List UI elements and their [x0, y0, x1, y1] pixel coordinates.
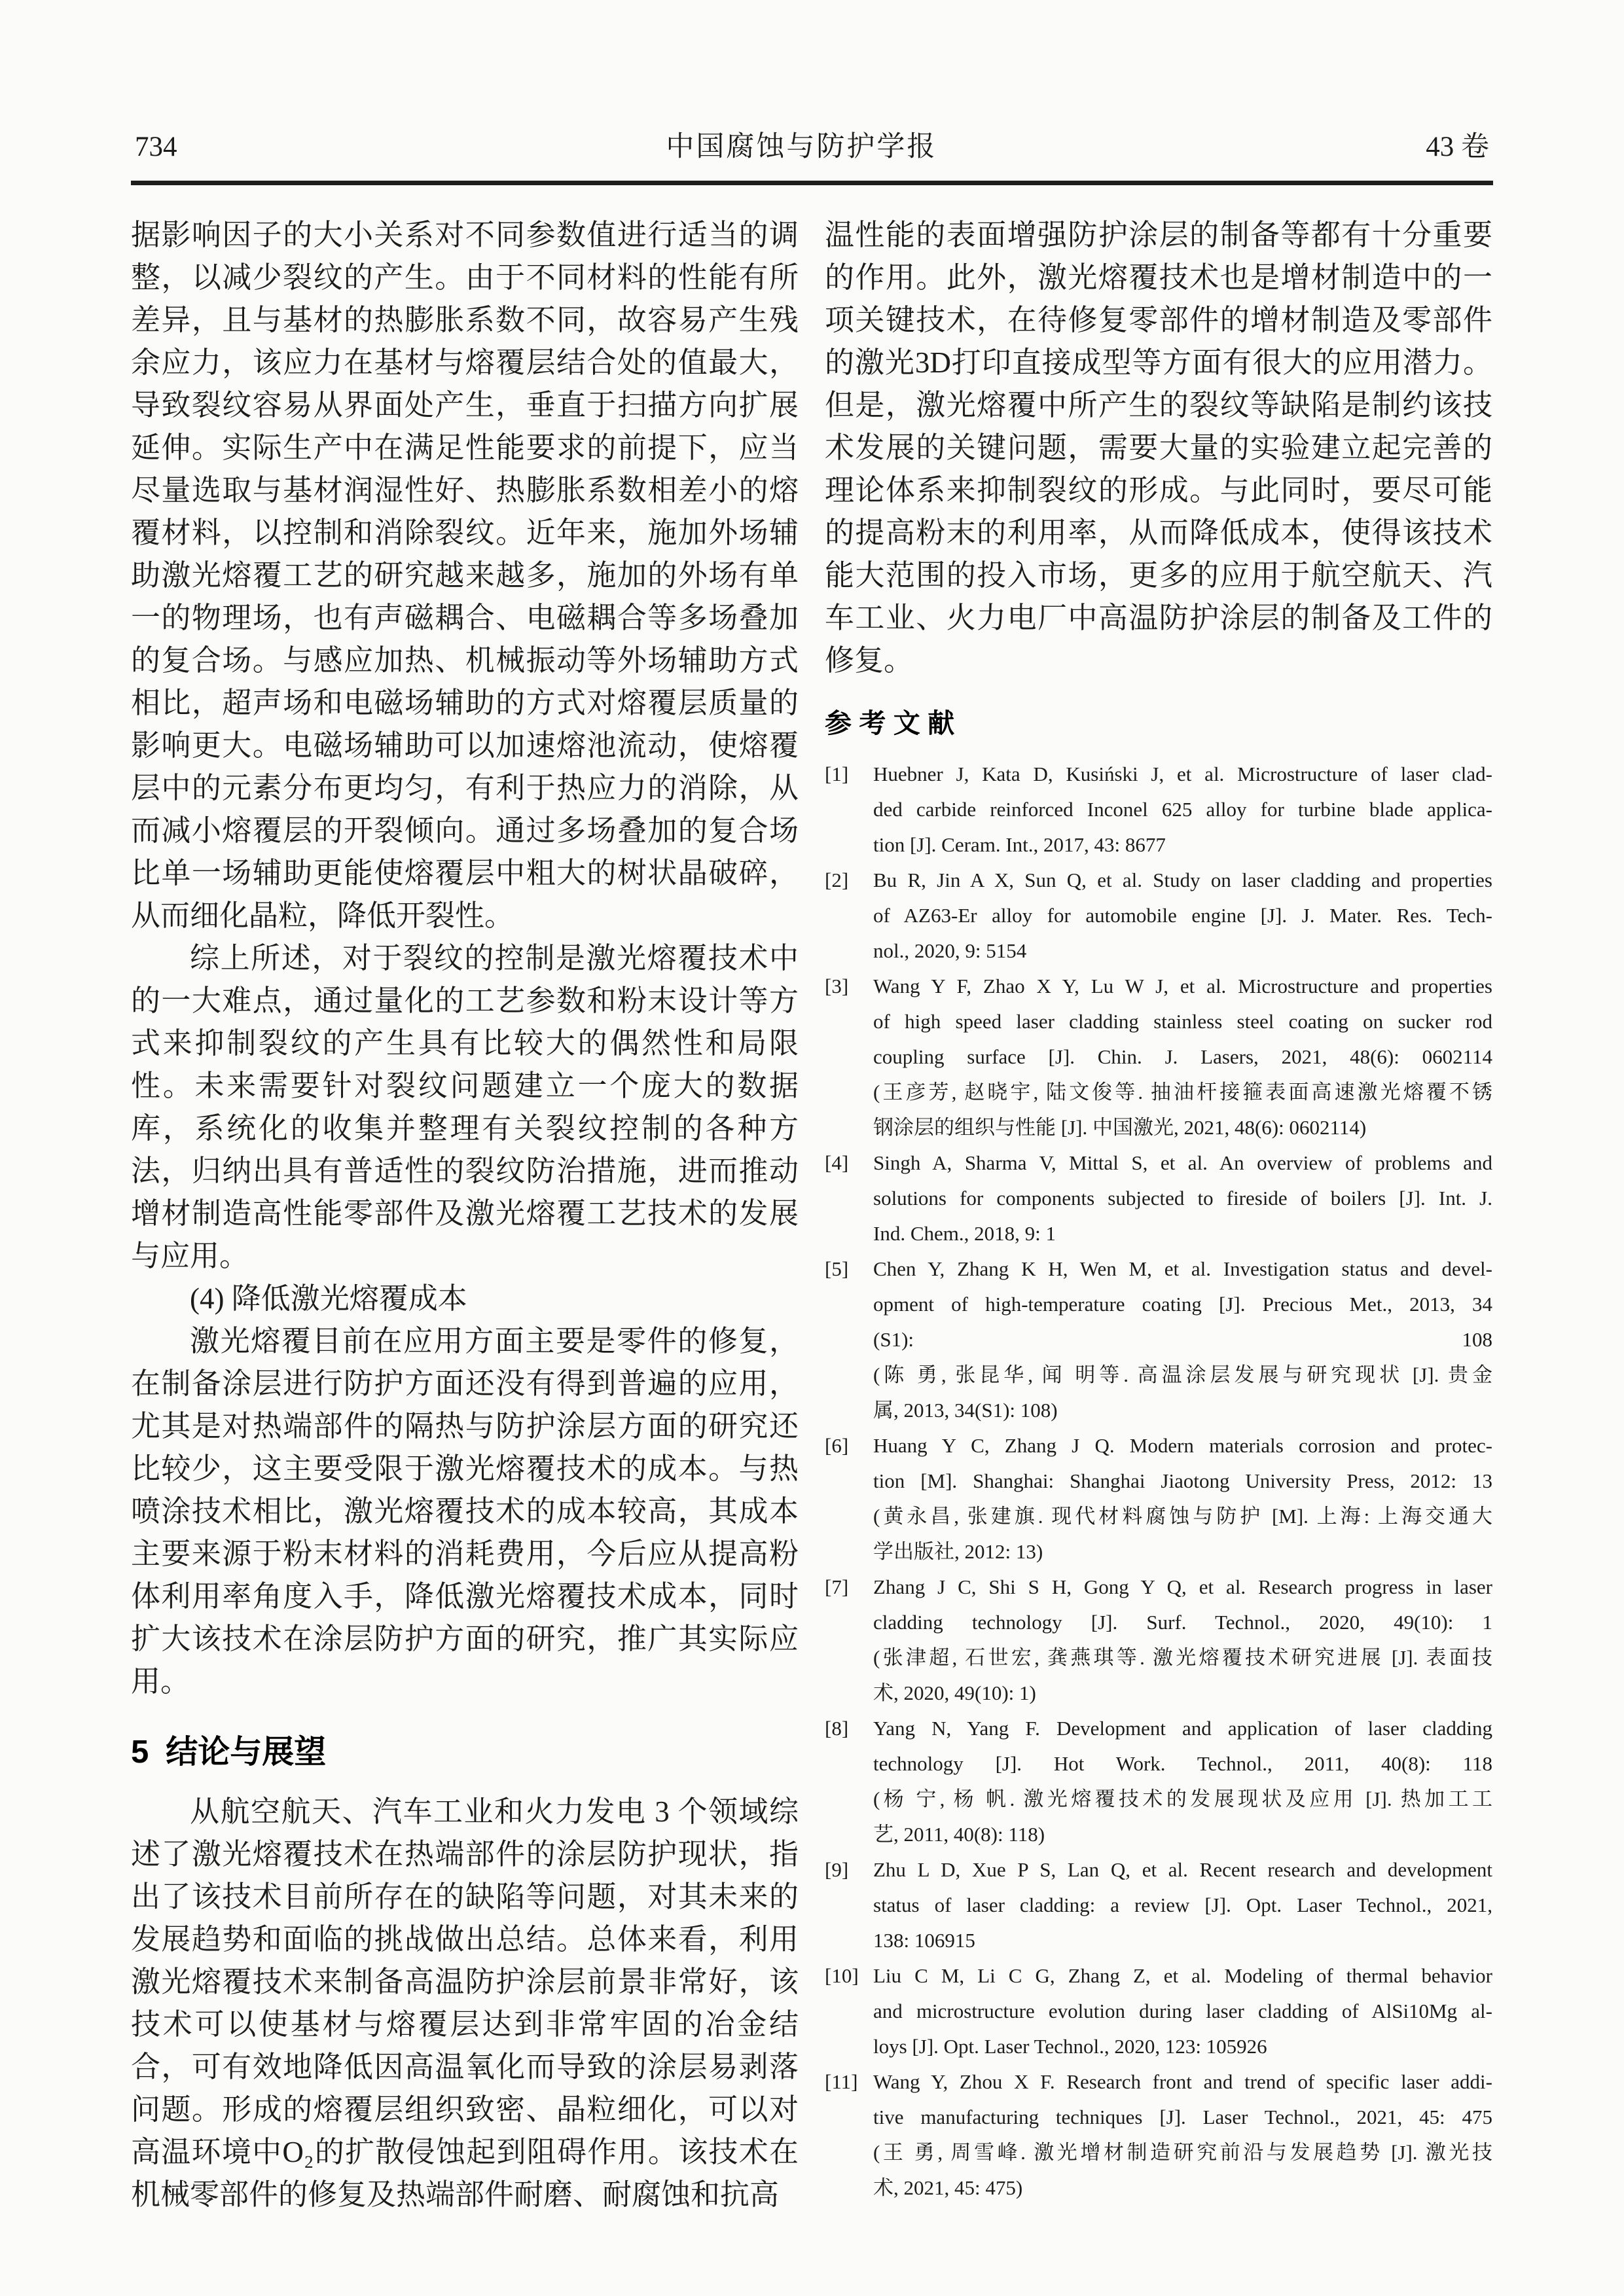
reference-label: [3] [825, 975, 849, 997]
content-columns [131, 214, 1493, 2216]
page-header [131, 131, 1493, 164]
reference-line: ded carbide reinforced Inconel 625 alloy for turbine blade applica- [873, 798, 1492, 821]
reference-line: Huebner J, Kata D, Kusiński J, et al. Microstructure of laser clad- [873, 762, 1492, 785]
paragraph: 激光熔覆目前在应用方面主要是零件的修复，在制备涂层进行防护方面还没有得到普遍的应用，尤其是对热端部件的隔热与防护涂层方面的研究还比较少，这主要受限于激光熔覆技术的成本。与热喷涂技术相比，激光熔覆技术的成本较高，其成本主要来源于粉末材料的消耗费用，今后应从提高粉体利用率角度入手，降低激光熔覆技术成本，同时扩大该技术在涂层防护方面的研究，推广其实际应用。 [131, 1325, 799, 1698]
reference-line: 属, 2013, 34(S1): 108) [873, 1399, 1058, 1422]
reference-line: Chen Y, Zhang K H, Wen M, et al. Investigation status and devel- [873, 1257, 1492, 1280]
reference-line: (杨 宁, 杨 帆. 激光熔覆技术的发展现状及应用 [J]. 热加工工 [873, 1787, 1492, 1810]
reference-line: (陈 勇, 张昆华, 闻 明等. 高温涂层发展与研究现状 [J]. 贵金 [873, 1363, 1492, 1386]
reference-item [825, 2064, 1492, 2206]
reference-line: technology [J]. Hot Work. Technol., 2011, 40(8): 118 [873, 1752, 1492, 1775]
right-paragraphs [825, 214, 1492, 682]
reference-line: Zhu L D, Xue P S, Lan Q, et al. Recent research and development [873, 1858, 1492, 1881]
paragraph: 据影响因子的大小关系对不同参数值进行适当的调整，以减少裂纹的产生。由于不同材料的性能有所差异，且与基材的热膨胀系数不同，故容易产生残余应力，该应力在基材与熔覆层结合处的值最大，导致裂纹容易从界面处产生，垂直于扫描方向扩展延伸。实际生产中在满足性能要求的前提下，应当尽量选取与基材润湿性好、热膨胀系数相差小的熔覆材料，以控制和消除裂纹。近年来，施加外场辅助激光熔覆工艺的研究越来越多，施加的外场有单一的物理场，也有声磁耦合、电磁耦合等多场叠加的复合场。与感应加热、机械振动等外场辅助方式相比，超声场和电磁场辅助的方式对熔覆层质量的影响更大。电磁场辅助可以加速熔池流动，使熔覆层中的元素分布更均匀，有利于热应力的消除，从而减小熔覆层的开裂倾向。通过多场叠加的复合场比单一场辅助更能使熔覆层中粗大的树状晶破碎，从而细化晶粒，降低开裂性。 [131, 219, 799, 932]
reference-line: Liu C M, Li C G, Zhang Z, et al. Modeling of thermal behavior [873, 1964, 1492, 1987]
reference-line: loys [J]. Opt. Laser Technol., 2020, 123: 105926 [873, 2035, 1267, 2058]
reference-list [825, 757, 1492, 2206]
reference-lines [873, 2064, 1492, 2206]
reference-lines [873, 1251, 1492, 1428]
reference-label: [7] [825, 1575, 849, 1598]
reference-line: Wang Y, Zhou X F. Research front and trend of specific laser addi- [873, 2070, 1492, 2093]
conclusion-paragraphs [131, 1791, 799, 2216]
reference-item [825, 969, 1492, 1145]
reference-line: (黄永昌, 张建旗. 现代材料腐蚀与防护 [M]. 上海: 上海交通大 [873, 1505, 1492, 1528]
reference-label: [11] [825, 2070, 858, 2093]
paragraph: (4) 降低激光熔覆成本 [190, 1282, 467, 1315]
reference-line: Yang N, Yang F. Development and application of laser cladding [873, 1717, 1492, 1740]
reference-line: of high speed laser cladding stainless steel coating on sucker rod [873, 1010, 1492, 1033]
reference-item [825, 1251, 1492, 1428]
reference-lines [873, 863, 1492, 969]
volume-label: 43 卷 [1426, 132, 1489, 162]
reference-line: 学出版社, 2012: 13) [873, 1540, 1043, 1563]
reference-line: status of laser cladding: a review [J]. Opt. Laser Technol., 2021, [873, 1893, 1492, 1916]
reference-line: and microstructure evolution during laser cladding of AlSi10Mg al- [873, 2000, 1492, 2022]
reference-line: tion [M]. Shanghai: Shanghai Jiaotong University Press, 2012: 13 [873, 1469, 1492, 1492]
reference-label: [2] [825, 869, 849, 891]
reference-line: Wang Y F, Zhao X Y, Lu W J, et al. Microstructure and properties [873, 975, 1492, 997]
reference-lines [873, 1711, 1492, 1852]
reference-line: solutions for components subjected to fireside of boilers [J]. Int. J. [873, 1187, 1492, 1210]
reference-line: (王彦芳, 赵晓宇, 陆文俊等. 抽油杆接箍表面高速激光熔覆不锈 [873, 1081, 1492, 1103]
section-title: 结论与展望 [166, 1734, 327, 1770]
paragraph: 综上所述，对于裂纹的控制是激光熔覆技术中的一大难点，通过量化的工艺参数和粉末设计等方式来抑制裂纹的产生具有比较大的偶然性和局限性。未来需要针对裂纹问题建立一个庞大的数据库，系统化的收集并整理有关裂纹控制的各种方法，归纳出具有普适性的裂纹防治措施，进而推动增材制造高性能零部件及激光熔覆工艺技术的发展与应用。 [131, 942, 799, 1272]
reference-line: (S1): 108 [873, 1328, 1492, 1351]
reference-line: Huang Y C, Zhang J Q. Modern materials corrosion and protec- [873, 1434, 1492, 1457]
references-heading: 参 考 文 献 [825, 708, 955, 738]
reference-lines [873, 1852, 1492, 1958]
reference-label: [10] [825, 1964, 859, 1987]
left-column [131, 214, 799, 2216]
reference-line: (张津超, 石世宏, 龚燕琪等. 激光熔覆技术研究进展 [J]. 表面技 [873, 1646, 1492, 1669]
reference-label: [6] [825, 1434, 849, 1457]
reference-item [825, 1428, 1492, 1570]
reference-item [825, 1711, 1492, 1852]
left-paragraphs [131, 214, 799, 1703]
reference-item [825, 1570, 1492, 1711]
reference-lines [873, 1145, 1492, 1251]
paragraph: 温性能的表面增强防护涂层的制备等都有十分重要的作用。此外，激光熔覆技术也是增材制造中的一项关键技术，在待修复零部件的增材制造及零部件的激光3D打印直接成型等方面有很大的应用潜力。但是，激光熔覆中所产生的裂纹等缺陷是制约该技术发展的关键问题，需要大量的实验建立起完善的理论体系来抑制裂纹的形成。与此同时，要尽可能的提高粉末的利用率，从而降低成本，使得该技术能大范围的投入市场，更多的应用于航空航天、汽车工业、火力电厂中高温防护涂层的制备及工件的修复。 [825, 219, 1492, 677]
reference-label: [8] [825, 1717, 849, 1740]
right-column [825, 214, 1492, 2216]
reference-line: 术, 2020, 49(10): 1) [873, 1681, 1036, 1704]
reference-line: tive manufacturing techniques [J]. Laser Technol., 2021, 45: 475 [873, 2106, 1492, 2128]
reference-item [825, 757, 1492, 863]
reference-line: Ind. Chem., 2018, 9: 1 [873, 1222, 1056, 1245]
section-number: 5 [131, 1734, 149, 1770]
section-heading [131, 1733, 799, 1771]
reference-lines [873, 1958, 1492, 2064]
reference-item [825, 1145, 1492, 1251]
paragraph: 从航空航天、汽车工业和火力发电 3 个领域综述了激光熔覆技术在热端部件的涂层防护现状，指出了该技术目前所存在的缺陷等问题，对其未来的发展趋势和面临的挑战做出总结。总体来看，利用激光熔覆技术来制备高温防护涂层前景非常好，该技术可以使基材与熔覆层达到非常牢固的冶金结合，可有效地降低因高温氧化而导致的涂层易剥落问题。形成的熔覆层组织致密、晶粒细化，可以对高温环境中O₂的扩散侵蚀起到阻碍作用。该技术在机械零部件的修复及热端部件耐磨、耐腐蚀和抗高 [131, 1795, 799, 2211]
reference-lines [873, 969, 1492, 1145]
reference-label: [4] [825, 1151, 849, 1174]
reference-line: Bu R, Jin A X, Sun Q, et al. Study on laser cladding and properties [873, 869, 1492, 891]
reference-label: [5] [825, 1257, 849, 1280]
reference-line: 138: 106915 [873, 1929, 975, 1952]
reference-label: [1] [825, 762, 849, 785]
reference-line: (王 勇, 周雪峰. 激光增材制造研究前沿与发展趋势 [J]. 激光技 [873, 2141, 1492, 2164]
reference-label: [9] [825, 1858, 849, 1881]
reference-line: coupling surface [J]. Chin. J. Lasers, 2021, 48(6): 0602114 [873, 1045, 1492, 1068]
reference-item [825, 1852, 1492, 1958]
reference-line: nol., 2020, 9: 5154 [873, 939, 1027, 962]
reference-line: 艺, 2011, 40(8): 118) [873, 1823, 1045, 1846]
reference-line: Singh A, Sharma V, Mittal S, et al. An overview of problems and [873, 1151, 1492, 1174]
reference-line: Zhang J C, Shi S H, Gong Y Q, et al. Research progress in laser [873, 1575, 1492, 1598]
page-number: 734 [135, 132, 177, 162]
reference-line: 术, 2021, 45: 475) [873, 2176, 1023, 2199]
reference-lines [873, 1570, 1492, 1711]
reference-item [825, 1958, 1492, 2064]
reference-line: 钢涂层的组织与性能 [J]. 中国激光, 2021, 48(6): 0602114) [873, 1116, 1367, 1139]
reference-line: cladding technology [J]. Surf. Technol., 2020, 49(10): 1 [873, 1611, 1492, 1634]
reference-line: opment of high-temperature coating [J]. Precious Met., 2013, 34 [873, 1293, 1492, 1316]
journal-title: 中国腐蚀与防护学报 [666, 132, 937, 162]
reference-lines [873, 757, 1492, 863]
reference-item [825, 863, 1492, 969]
reference-line: of AZ63-Er alloy for automobile engine [J]. J. Mater. Res. Tech- [873, 904, 1492, 927]
reference-line: tion [J]. Ceram. Int., 2017, 43: 8677 [873, 833, 1166, 856]
reference-lines [873, 1428, 1492, 1570]
header-divider [131, 181, 1493, 185]
